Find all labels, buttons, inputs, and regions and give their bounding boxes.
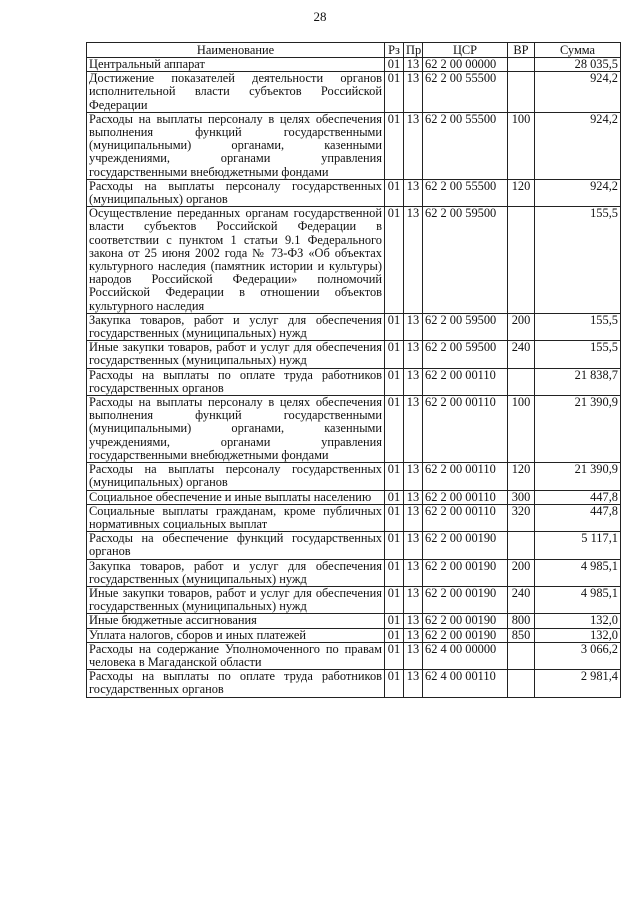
table-row bbox=[87, 628, 621, 642]
row-name: Расходы на выплаты персоналу в целях обеспечения выполнения функций государственными (муниципальными) органами, казенными учреждениями, органами управления государственными внебюджетными фондами bbox=[87, 112, 385, 179]
row-pr: 13 bbox=[404, 396, 423, 463]
row-rz: 01 bbox=[385, 532, 404, 559]
row-csr: 62 2 00 00190 bbox=[423, 614, 508, 628]
row-name: Расходы на содержание Уполномоченного по правам человека в Магаданской области bbox=[87, 642, 385, 669]
row-name: Расходы на выплаты по оплате труда работников государственных органов bbox=[87, 368, 385, 395]
row-rz: 01 bbox=[385, 368, 404, 395]
row-pr: 13 bbox=[404, 628, 423, 642]
row-pr: 13 bbox=[404, 313, 423, 340]
row-rz: 01 bbox=[385, 628, 404, 642]
row-name: Центральный аппарат bbox=[87, 58, 385, 72]
row-vr: 320 bbox=[508, 504, 535, 531]
table-row bbox=[87, 179, 621, 206]
row-rz: 01 bbox=[385, 670, 404, 697]
row-rz: 01 bbox=[385, 463, 404, 490]
row-csr: 62 2 00 59500 bbox=[423, 341, 508, 368]
row-name: Расходы на обеспечение функций государственных органов bbox=[87, 532, 385, 559]
header-sum: Сумма bbox=[535, 43, 621, 58]
row-name: Достижение показателей деятельности органов исполнительной власти субъектов Российской Федерации bbox=[87, 72, 385, 113]
row-vr: 240 bbox=[508, 341, 535, 368]
header-pr: Пр bbox=[404, 43, 423, 58]
row-name: Социальное обеспечение и иные выплаты населению bbox=[87, 490, 385, 504]
row-rz: 01 bbox=[385, 72, 404, 113]
row-rz: 01 bbox=[385, 490, 404, 504]
row-vr bbox=[508, 670, 535, 697]
row-vr: 100 bbox=[508, 112, 535, 179]
row-pr: 13 bbox=[404, 58, 423, 72]
row-name: Осуществление переданных органам государственной власти субъектов Российской Федерации в соответствии с пунктом 1 статьи 9.1 Федерального закона от 25 июня 2002 года № 73-ФЗ «Об объектах культурного наследия (памятник истории и культуры) народов Российской Федерации» полномочий Российской Федерации в отношении объектов культурного наследия bbox=[87, 207, 385, 314]
row-csr: 62 2 00 00110 bbox=[423, 396, 508, 463]
row-csr: 62 2 00 00110 bbox=[423, 463, 508, 490]
row-vr bbox=[508, 207, 535, 314]
row-vr: 200 bbox=[508, 313, 535, 340]
row-vr: 850 bbox=[508, 628, 535, 642]
row-rz: 01 bbox=[385, 341, 404, 368]
row-vr bbox=[508, 58, 535, 72]
table-row bbox=[87, 207, 621, 314]
row-pr: 13 bbox=[404, 179, 423, 206]
budget-table bbox=[86, 42, 621, 698]
row-pr: 13 bbox=[404, 614, 423, 628]
row-csr: 62 2 00 00110 bbox=[423, 504, 508, 531]
table-row bbox=[87, 559, 621, 586]
row-csr: 62 4 00 00110 bbox=[423, 670, 508, 697]
row-pr: 13 bbox=[404, 368, 423, 395]
row-rz: 01 bbox=[385, 586, 404, 613]
row-name: Расходы на выплаты персоналу в целях обеспечения выполнения функций государственными (муниципальными) органами, казенными учреждениями, органами управления государственными внебюджетными фондами bbox=[87, 396, 385, 463]
row-vr: 120 bbox=[508, 463, 535, 490]
row-sum: 924,2 bbox=[535, 179, 621, 206]
row-rz: 01 bbox=[385, 559, 404, 586]
row-sum: 155,5 bbox=[535, 313, 621, 340]
row-vr bbox=[508, 72, 535, 113]
row-vr: 100 bbox=[508, 396, 535, 463]
table-row bbox=[87, 58, 621, 72]
row-pr: 13 bbox=[404, 559, 423, 586]
row-vr: 300 bbox=[508, 490, 535, 504]
table-row bbox=[87, 504, 621, 531]
header-csr: ЦСР bbox=[423, 43, 508, 58]
table-row bbox=[87, 670, 621, 697]
row-name: Закупка товаров, работ и услуг для обеспечения государственных (муниципальных) нужд bbox=[87, 313, 385, 340]
row-vr: 240 bbox=[508, 586, 535, 613]
row-pr: 13 bbox=[404, 642, 423, 669]
row-csr: 62 2 00 00190 bbox=[423, 586, 508, 613]
row-sum: 132,0 bbox=[535, 628, 621, 642]
table-body bbox=[87, 58, 621, 698]
row-sum: 4 985,1 bbox=[535, 586, 621, 613]
row-vr: 200 bbox=[508, 559, 535, 586]
row-csr: 62 2 00 00190 bbox=[423, 532, 508, 559]
row-pr: 13 bbox=[404, 586, 423, 613]
row-rz: 01 bbox=[385, 58, 404, 72]
table-row bbox=[87, 112, 621, 179]
row-vr: 800 bbox=[508, 614, 535, 628]
row-sum: 3 066,2 bbox=[535, 642, 621, 669]
row-name: Иные закупки товаров, работ и услуг для обеспечения государственных (муниципальных) нужд bbox=[87, 586, 385, 613]
table-row bbox=[87, 490, 621, 504]
row-sum: 155,5 bbox=[535, 207, 621, 314]
row-csr: 62 2 00 59500 bbox=[423, 207, 508, 314]
row-pr: 13 bbox=[404, 463, 423, 490]
row-rz: 01 bbox=[385, 642, 404, 669]
row-vr bbox=[508, 642, 535, 669]
row-csr: 62 2 00 00000 bbox=[423, 58, 508, 72]
row-pr: 13 bbox=[404, 504, 423, 531]
table-row bbox=[87, 396, 621, 463]
table-row bbox=[87, 368, 621, 395]
row-sum: 2 981,4 bbox=[535, 670, 621, 697]
row-sum: 5 117,1 bbox=[535, 532, 621, 559]
table-row bbox=[87, 532, 621, 559]
row-rz: 01 bbox=[385, 207, 404, 314]
row-name: Расходы на выплаты персоналу государственных (муниципальных) органов bbox=[87, 463, 385, 490]
row-csr: 62 2 00 00110 bbox=[423, 490, 508, 504]
row-name: Иные закупки товаров, работ и услуг для обеспечения государственных (муниципальных) нужд bbox=[87, 341, 385, 368]
row-rz: 01 bbox=[385, 179, 404, 206]
row-csr: 62 2 00 55500 bbox=[423, 112, 508, 179]
row-sum: 447,8 bbox=[535, 490, 621, 504]
row-csr: 62 2 00 00190 bbox=[423, 559, 508, 586]
table-row bbox=[87, 341, 621, 368]
row-pr: 13 bbox=[404, 112, 423, 179]
row-rz: 01 bbox=[385, 313, 404, 340]
row-vr bbox=[508, 368, 535, 395]
row-csr: 62 2 00 55500 bbox=[423, 179, 508, 206]
row-name: Уплата налогов, сборов и иных платежей bbox=[87, 628, 385, 642]
row-name: Иные бюджетные ассигнования bbox=[87, 614, 385, 628]
table-row bbox=[87, 72, 621, 113]
header-name: Наименование bbox=[87, 43, 385, 58]
row-csr: 62 2 00 55500 bbox=[423, 72, 508, 113]
row-name: Закупка товаров, работ и услуг для обеспечения государственных (муниципальных) нужд bbox=[87, 559, 385, 586]
table-row bbox=[87, 463, 621, 490]
header-vr: ВР bbox=[508, 43, 535, 58]
table-row bbox=[87, 642, 621, 669]
row-sum: 132,0 bbox=[535, 614, 621, 628]
row-pr: 13 bbox=[404, 341, 423, 368]
table-row bbox=[87, 586, 621, 613]
row-csr: 62 2 00 00110 bbox=[423, 368, 508, 395]
row-sum: 447,8 bbox=[535, 504, 621, 531]
row-csr: 62 2 00 59500 bbox=[423, 313, 508, 340]
table-row bbox=[87, 313, 621, 340]
row-rz: 01 bbox=[385, 396, 404, 463]
row-pr: 13 bbox=[404, 532, 423, 559]
row-pr: 13 bbox=[404, 490, 423, 504]
row-vr bbox=[508, 532, 535, 559]
row-csr: 62 2 00 00190 bbox=[423, 628, 508, 642]
row-sum: 924,2 bbox=[535, 72, 621, 113]
header-row bbox=[87, 43, 621, 58]
row-sum: 21 838,7 bbox=[535, 368, 621, 395]
row-sum: 155,5 bbox=[535, 341, 621, 368]
table-header bbox=[87, 43, 621, 58]
row-sum: 4 985,1 bbox=[535, 559, 621, 586]
row-pr: 13 bbox=[404, 72, 423, 113]
header-rz: Рз bbox=[385, 43, 404, 58]
row-vr: 120 bbox=[508, 179, 535, 206]
row-rz: 01 bbox=[385, 112, 404, 179]
row-pr: 13 bbox=[404, 207, 423, 314]
row-pr: 13 bbox=[404, 670, 423, 697]
row-name: Расходы на выплаты персоналу государственных (муниципальных) органов bbox=[87, 179, 385, 206]
row-name: Расходы на выплаты по оплате труда работников государственных органов bbox=[87, 670, 385, 697]
row-sum: 924,2 bbox=[535, 112, 621, 179]
row-rz: 01 bbox=[385, 614, 404, 628]
row-sum: 21 390,9 bbox=[535, 396, 621, 463]
row-sum: 21 390,9 bbox=[535, 463, 621, 490]
row-sum: 28 035,5 bbox=[535, 58, 621, 72]
page-number: 28 bbox=[313, 9, 327, 24]
table-row bbox=[87, 614, 621, 628]
row-rz: 01 bbox=[385, 504, 404, 531]
row-name: Социальные выплаты гражданам, кроме публичных нормативных социальных выплат bbox=[87, 504, 385, 531]
row-csr: 62 4 00 00000 bbox=[423, 642, 508, 669]
